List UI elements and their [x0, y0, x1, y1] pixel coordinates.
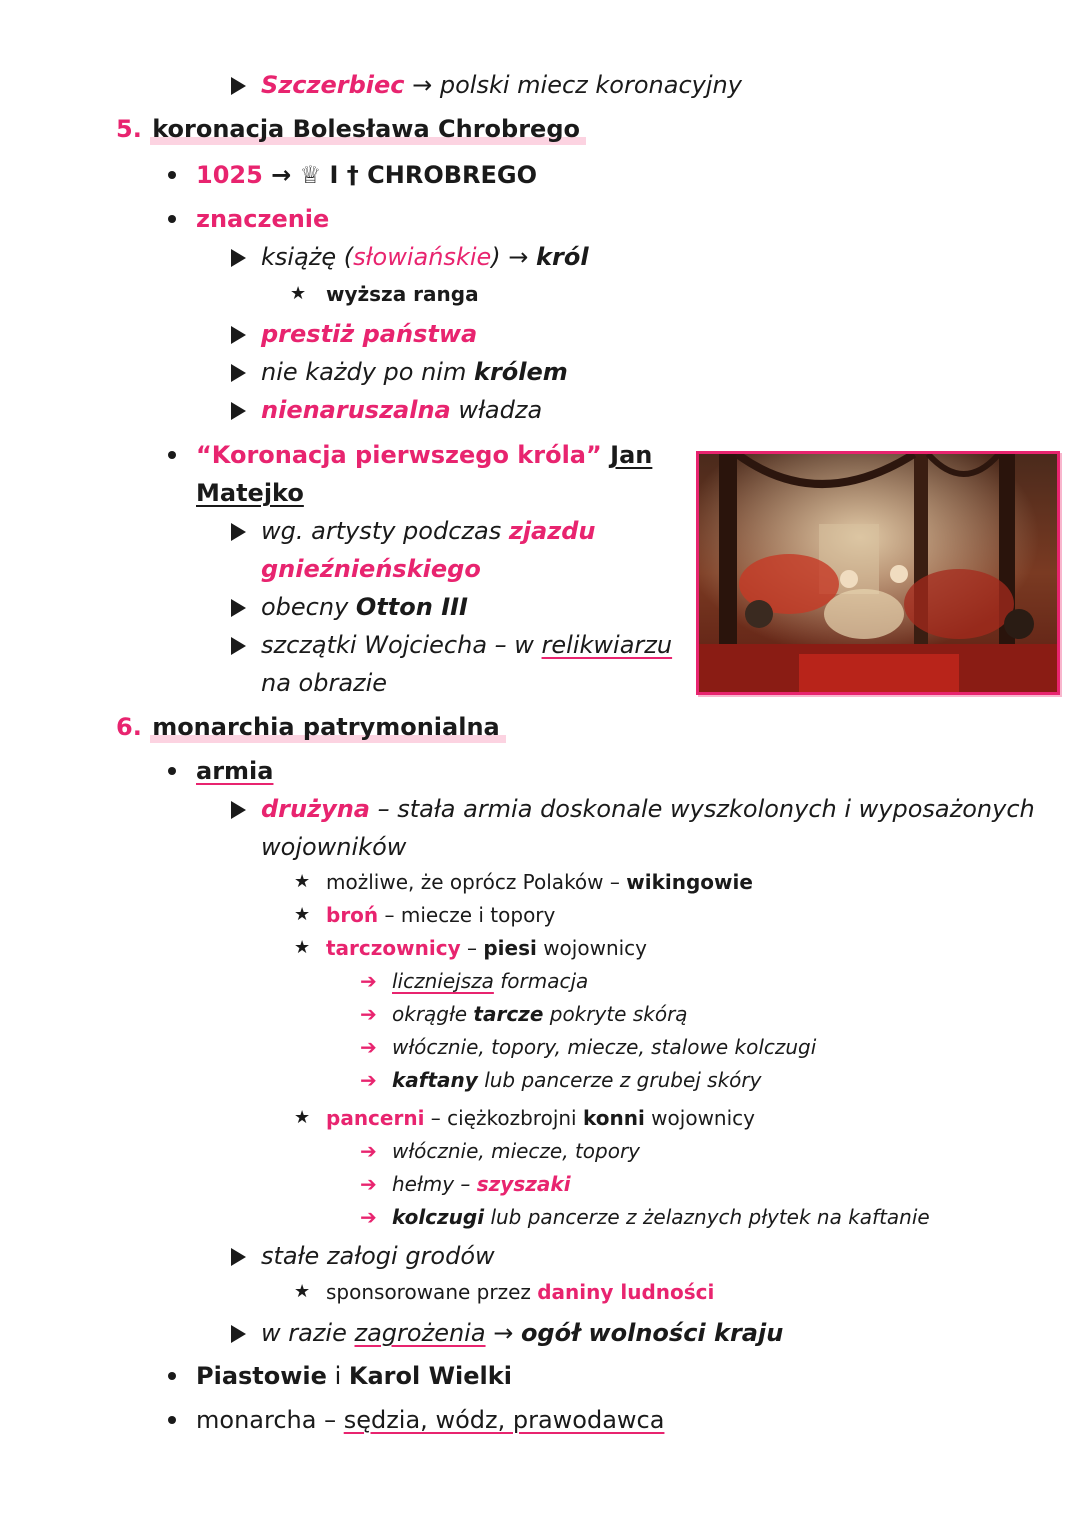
star-bullet-icon: ★: [294, 1107, 311, 1128]
daniny-text: daniny ludności: [537, 1280, 715, 1304]
coronation-year: 1025: [196, 161, 263, 189]
formacja-text: formacja: [493, 969, 589, 993]
nie-kazdy-line: [261, 355, 568, 389]
nienaruszalna-line: [261, 393, 542, 427]
painter-first-name: Jan: [610, 441, 653, 469]
monarcha-line: [196, 1403, 664, 1437]
paren-close: ): [491, 243, 501, 271]
star-bullet-icon: ★: [294, 871, 311, 892]
right-arrow-icon: →: [493, 1319, 514, 1347]
kaftany-desc: lub pancerze z grubej skóry: [477, 1068, 762, 1092]
bron-line: [326, 900, 555, 930]
pancerni-line: [326, 1103, 755, 1133]
liczniejsza-line: [392, 966, 588, 996]
druzyna-desc: – stała armia doskonale wyszkolonych i wyposażonych: [370, 795, 1035, 823]
arrow-bullet-icon: [231, 599, 246, 617]
kolczugi-line: [392, 1202, 930, 1232]
bron-desc: – miecze i topory: [378, 903, 556, 927]
arrow-bullet-icon: [231, 249, 246, 267]
szczerbiec-line: [261, 68, 742, 102]
na-obrazie-text: na obrazie: [261, 669, 388, 697]
druzyna-text: drużyna: [261, 795, 370, 823]
bron-text: broń: [326, 903, 379, 927]
right-arrow-icon: →: [508, 243, 529, 271]
arrow-bullet-icon: [231, 364, 246, 382]
nie-kazdy-text: nie każdy po nim: [261, 358, 474, 386]
regnal-number: I: [329, 161, 339, 189]
okragle-text: okrągłe: [392, 1002, 474, 1026]
liczniejsza-text: liczniejsza: [392, 969, 494, 993]
wg-artysty-line: [261, 514, 595, 548]
painting-title: “Koronacja pierwszego króla”: [196, 441, 602, 469]
section-5-title: koronacja Bolesława Chrobrego: [150, 115, 586, 145]
pink-arrow-icon: ➔: [360, 1172, 377, 1196]
bullet-icon: [168, 215, 176, 223]
star-bullet-icon: ★: [294, 1281, 311, 1302]
sponsorowane-line: [326, 1277, 714, 1307]
cross-icon: †: [346, 161, 359, 189]
w-razie-line: [261, 1316, 783, 1350]
konni-text: konni: [582, 1106, 645, 1130]
karol-text: Karol Wielki: [348, 1362, 512, 1390]
armia-text: armia: [196, 757, 274, 785]
kaftany-text: kaftany: [392, 1068, 478, 1092]
section-5-number: 5.: [116, 115, 142, 143]
pokryte-text: pokryte skórą: [543, 1002, 688, 1026]
bullet-icon: [168, 1372, 176, 1380]
arrow-bullet-icon: [231, 77, 246, 95]
monarcha-text: monarcha –: [196, 1406, 344, 1434]
ciezko-text: – ciężkozbrojni: [424, 1106, 583, 1130]
sedzia-text: sędzia, wódz, prawodawca: [343, 1406, 665, 1434]
section-6-number: 6.: [116, 713, 142, 741]
wyzsza-ranga: wyższa ranga: [326, 282, 479, 306]
prestiz-panstwa: prestiż państwa: [261, 320, 478, 348]
kolczugi-desc: lub pancerze z żelaznych płytek na kaftanie: [484, 1205, 930, 1229]
pink-arrow-icon: ➔: [360, 1205, 377, 1229]
szczatki-line: [261, 628, 672, 662]
stale-zalogi: stałe załogi grodów: [261, 1242, 495, 1270]
bullet-icon: [168, 767, 176, 775]
section-5-heading: [116, 112, 586, 146]
wladza-text: władza: [450, 396, 543, 424]
star-bullet-icon: ★: [294, 937, 311, 958]
painting-illustration: [699, 454, 1057, 692]
szczerbiec-desc: polski miecz koronacyjny: [439, 71, 742, 99]
wlocznie-line-2: włócznie, miecze, topory: [392, 1139, 641, 1163]
mozliwe-text: możliwe, że oprócz Polaków –: [326, 870, 627, 894]
pink-arrow-icon: ➔: [360, 1068, 377, 1092]
ksiaze-line: [261, 240, 589, 274]
bullet-icon: [168, 1416, 176, 1424]
slowianskie-text: słowiańskie: [353, 243, 492, 271]
painting-title-line: [196, 438, 652, 472]
bullet-icon: [168, 171, 176, 179]
helmy-line: [392, 1169, 571, 1199]
kolczugi-text: kolczugi: [392, 1205, 485, 1229]
wikingowie-text: wikingowie: [626, 870, 753, 894]
section-6-heading: [116, 710, 506, 744]
wg-text: wg. artysty podczas: [261, 517, 509, 545]
tarczownicy-text: tarczownicy: [326, 936, 461, 960]
mozliwe-line: [326, 867, 753, 897]
and-text: i: [326, 1362, 349, 1390]
w-razie-text: w razie: [261, 1319, 355, 1347]
arrow-bullet-icon: [231, 801, 246, 819]
arrow-bullet-icon: [231, 402, 246, 420]
nienaruszalna-text: nienaruszalna: [261, 396, 451, 424]
ogol-text: ogół wolności kraju: [520, 1319, 784, 1347]
coronation-year-line: [196, 158, 537, 192]
painter-surname-line: [196, 476, 304, 510]
kaftany-line: [392, 1065, 761, 1095]
krolem-text: królem: [473, 358, 568, 386]
szczerbiec-term: Szczerbiec: [261, 71, 405, 99]
szczatki-text: szczątki Wojciecha – w: [261, 631, 542, 659]
obecny-line: [261, 590, 468, 624]
sponsorowane-text: sponsorowane przez: [326, 1280, 538, 1304]
wojownikow-text: wojowników: [261, 833, 407, 861]
arrow-bullet-icon: [231, 1325, 246, 1343]
armia-heading: [196, 754, 273, 788]
pink-arrow-icon: ➔: [360, 1139, 377, 1163]
pink-arrow-icon: ➔: [360, 1002, 377, 1026]
star-bullet-icon: ★: [294, 904, 311, 925]
szyszaki-text: szyszaki: [476, 1172, 571, 1196]
pancerni-text: pancerni: [326, 1106, 425, 1130]
okragle-line: [392, 999, 688, 1029]
star-bullet-icon: ★: [290, 283, 307, 304]
bullet-icon: [168, 451, 176, 459]
arrow-bullet-icon: [231, 326, 246, 344]
zagrozenia-text: zagrożenia: [354, 1319, 486, 1347]
tarcze-text: tarcze: [473, 1002, 544, 1026]
ksiaze-text: książę (: [261, 243, 354, 271]
znaczenie-heading: znaczenie: [196, 205, 330, 233]
tarczownicy-line: [326, 933, 647, 963]
helmy-text: hełmy –: [392, 1172, 477, 1196]
wojownicy2-text: wojownicy: [644, 1106, 755, 1130]
right-arrow-icon: →: [412, 71, 433, 99]
wojownicy-text: wojownicy: [536, 936, 648, 960]
wlocznie-line-1: włócznie, topory, miecze, stalowe kolczugi: [392, 1035, 817, 1059]
coronation-painting-image: [696, 451, 1060, 695]
piesi-text: piesi: [483, 936, 537, 960]
otton-text: Otton III: [355, 593, 468, 621]
king-name: CHROBREGO: [367, 161, 538, 189]
arrow-bullet-icon: [231, 637, 246, 655]
crown-icon: ♕: [299, 161, 322, 189]
section-6-title: monarchia patrymonialna: [150, 713, 506, 743]
arrow-bullet-icon: [231, 523, 246, 541]
druzyna-line: [261, 792, 1035, 826]
obecny-text: obecny: [261, 593, 356, 621]
painter-surname: Matejko: [196, 479, 304, 507]
zjazdu-text: zjazdu: [508, 517, 596, 545]
piastowie-text: Piastowie: [196, 1362, 327, 1390]
relikwiarzu-text: relikwiarzu: [541, 631, 673, 659]
pink-arrow-icon: ➔: [360, 1035, 377, 1059]
gnieznienskiego-text: gnieźnieńskiego: [261, 555, 481, 583]
piastowie-line: [196, 1359, 512, 1393]
dash-text: –: [460, 936, 484, 960]
right-arrow-icon: →: [271, 161, 292, 189]
pink-arrow-icon: ➔: [360, 969, 377, 993]
arrow-bullet-icon: [231, 1248, 246, 1266]
krol-text: król: [536, 243, 589, 271]
